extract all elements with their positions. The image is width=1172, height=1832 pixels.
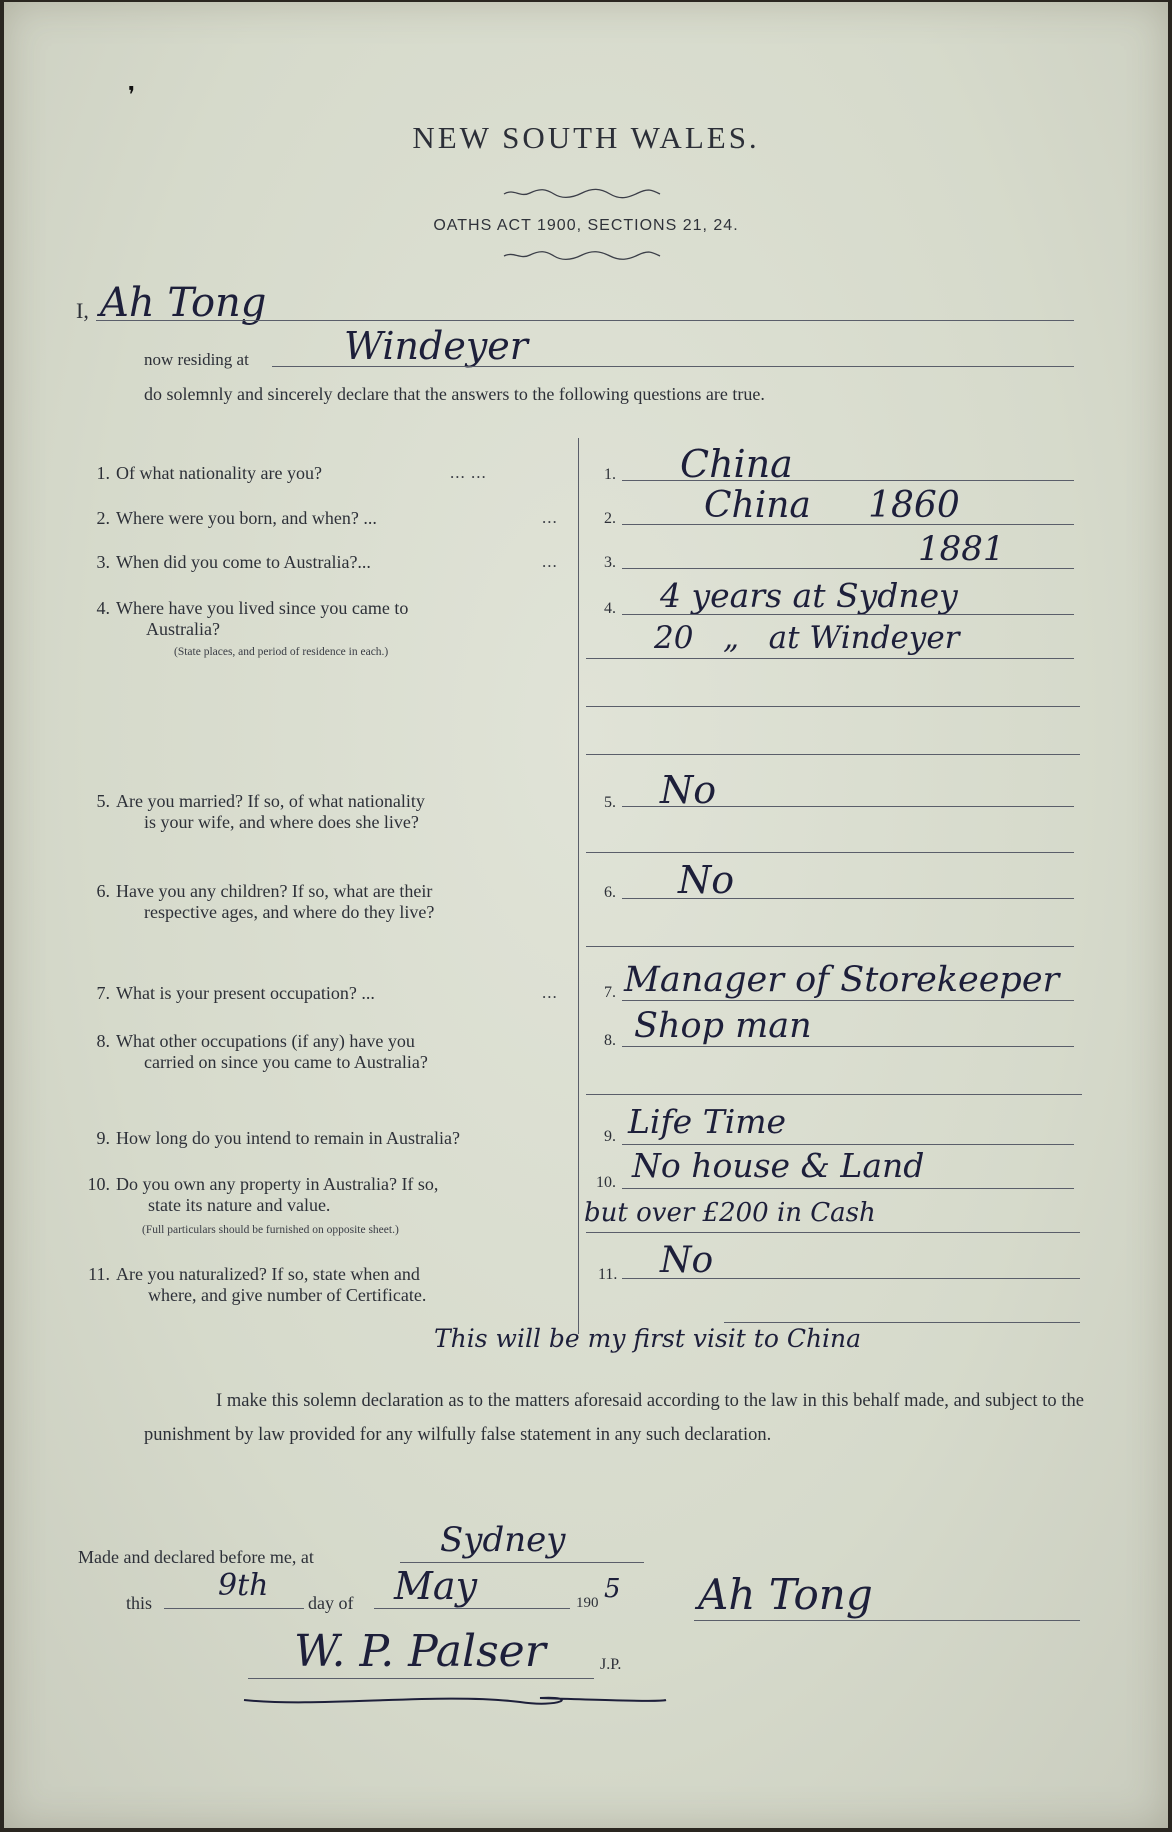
answer-10-continued: but over £200 in Cash <box>584 1198 876 1228</box>
question-number: 6. <box>96 881 110 901</box>
answer-number: 10. <box>596 1174 616 1191</box>
place-line <box>400 1562 644 1563</box>
question-number: 10. <box>87 1174 110 1194</box>
answer-line <box>622 898 1074 899</box>
answer-line <box>586 946 1074 947</box>
declared-place: Sydney <box>440 1520 566 1560</box>
question-note: (State places, and period of residence in each.) <box>174 646 389 658</box>
answer-8: Shop man <box>634 1006 812 1046</box>
jp-label: J.P. <box>600 1656 622 1673</box>
answer-11: No <box>660 1240 714 1281</box>
answer-line <box>586 852 1074 853</box>
column-divider <box>578 438 579 1334</box>
question-text: Where were you born, and when? ... <box>116 508 377 528</box>
answer-number: 2. <box>604 510 616 527</box>
question-text: Have you any children? If so, what are their <box>116 881 433 901</box>
question-number: 8. <box>96 1031 110 1051</box>
residence-line <box>272 366 1074 367</box>
declaration-statement: do solemnly and sincerely declare that the answers to the following questions are true. <box>144 384 765 404</box>
question-text: Of what nationality are you? <box>116 463 322 483</box>
answer-line <box>622 1046 1074 1047</box>
question-text-continued: respective ages, and where do they live? <box>144 902 435 922</box>
answer-number: 7. <box>604 984 616 1001</box>
question-text: How long do you intend to remain in Australia? <box>116 1128 460 1148</box>
answer-number: 4. <box>604 600 616 617</box>
answer-number: 1. <box>604 466 616 483</box>
question-3 <box>82 552 570 573</box>
signature-line <box>694 1620 1080 1621</box>
answer-line <box>586 754 1080 755</box>
question-11 <box>82 1264 570 1306</box>
solemn-declaration-text: I make this solemn declaration as to the matters aforesaid according to the law in this behalf made, and subject to the punishment by law provided for any wilfully false statement in any such declaration. <box>144 1391 1084 1445</box>
question-number: 1. <box>96 463 110 483</box>
question-2 <box>82 508 570 529</box>
leader-dots: ... <box>542 508 558 527</box>
answer-line <box>622 1278 1080 1279</box>
question-number: 5. <box>96 791 110 811</box>
question-1 <box>82 463 570 484</box>
answer-line <box>622 1000 1074 1001</box>
question-text-continued: state its nature and value. <box>148 1195 331 1215</box>
answer-number: 5. <box>604 794 616 811</box>
answer-line <box>622 568 1074 569</box>
declarant-signature: Ah Tong <box>698 1570 873 1619</box>
leader-dots: ... <box>542 983 558 1002</box>
jp-flourish <box>240 1688 670 1712</box>
question-6 <box>82 881 570 923</box>
answer-7: Manager of Storekeeper <box>624 960 1060 1000</box>
handwritten-remark: This will be my first visit to China <box>434 1324 862 1353</box>
answer-number: 11. <box>598 1266 618 1283</box>
question-4 <box>82 598 570 640</box>
question-number: 11. <box>88 1264 110 1284</box>
question-text: What is your present occupation? ... <box>116 983 375 1003</box>
month-line <box>374 1608 570 1609</box>
title-flourish <box>502 186 662 200</box>
residing-label: now residing at <box>144 350 249 369</box>
answer-number: 9. <box>604 1128 616 1145</box>
answer-line <box>622 614 1074 615</box>
question-text: Do you own any property in Australia? If so, <box>116 1174 439 1194</box>
question-note: (Full particulars should be furnished on opposite sheet.) <box>142 1224 399 1236</box>
name-line <box>96 320 1074 321</box>
answer-number: 3. <box>604 554 616 571</box>
year-prefix: 190 <box>576 1595 599 1611</box>
made-declared-label: Made and declared before me, at <box>78 1547 314 1567</box>
answer-line <box>622 1188 1074 1189</box>
question-text-continued: carried on since you came to Australia? <box>144 1052 428 1072</box>
answer-6: No <box>678 858 735 902</box>
answer-line <box>724 1322 1080 1323</box>
question-number: 7. <box>96 983 110 1003</box>
question-number: 3. <box>96 552 110 572</box>
answer-9: Life Time <box>628 1102 787 1141</box>
question-text: Where have you lived since you came to <box>116 598 409 618</box>
answer-4: 4 years at Sydney <box>660 576 958 615</box>
answer-4-continued: 20 „ at Windeyer <box>654 620 960 656</box>
answer-line <box>586 1094 1082 1095</box>
question-7 <box>82 983 570 1004</box>
question-text: Are you married? If so, of what nationality <box>116 791 425 811</box>
question-10 <box>82 1174 570 1216</box>
question-text: What other occupations (if any) have you <box>116 1031 415 1051</box>
question-9 <box>82 1128 570 1149</box>
form-title: NEW SOUTH WALES. <box>412 120 760 155</box>
question-text: Are you naturalized? If so, state when and <box>116 1264 420 1284</box>
jp-signature: W. P. Palser <box>294 1626 546 1677</box>
answer-line <box>586 658 1074 659</box>
answer-2: China 1860 <box>704 485 960 526</box>
answer-line <box>622 806 1074 807</box>
this-label: this <box>126 1593 153 1613</box>
answer-line <box>622 524 1074 525</box>
question-5 <box>82 791 570 833</box>
answer-5: No <box>660 768 717 812</box>
day-line <box>164 1608 304 1609</box>
residence-value: Windeyer <box>344 324 528 368</box>
answer-3: 1881 <box>918 529 1005 569</box>
declarant-prefix: I, <box>76 298 89 323</box>
question-text-continued: Australia? <box>146 619 220 639</box>
declarant-name: Ah Tong <box>100 280 267 326</box>
question-text-continued: where, and give number of Certificate. <box>148 1285 427 1305</box>
ink-mark: ❜ <box>128 82 136 107</box>
answer-line <box>586 706 1080 707</box>
answer-line <box>622 480 1074 481</box>
question-number: 2. <box>96 508 110 528</box>
answer-1: China <box>680 442 793 486</box>
answer-line <box>622 1144 1074 1145</box>
declared-day: 9th <box>218 1568 269 1603</box>
question-8 <box>82 1031 570 1073</box>
answer-number: 8. <box>604 1032 616 1049</box>
declaration-form <box>4 2 1168 1828</box>
leader-dots: ... ... <box>450 463 487 482</box>
leader-dots: ... <box>542 552 558 571</box>
question-text: When did you come to Australia?... <box>116 552 371 572</box>
declared-month: May <box>394 1564 478 1608</box>
question-number: 4. <box>96 598 110 618</box>
question-text-continued: is your wife, and where does she live? <box>144 812 419 832</box>
jp-line <box>248 1678 594 1679</box>
answer-line <box>586 1232 1080 1233</box>
day-of-label: day of <box>308 1593 354 1613</box>
answer-number: 6. <box>604 884 616 901</box>
form-subtitle: OATHS ACT 1900, SECTIONS 21, 24. <box>433 217 739 234</box>
question-number: 9. <box>96 1128 110 1148</box>
subtitle-flourish <box>502 248 662 262</box>
answer-10: No house & Land <box>632 1146 925 1185</box>
year-suffix: 5 <box>604 1574 621 1604</box>
